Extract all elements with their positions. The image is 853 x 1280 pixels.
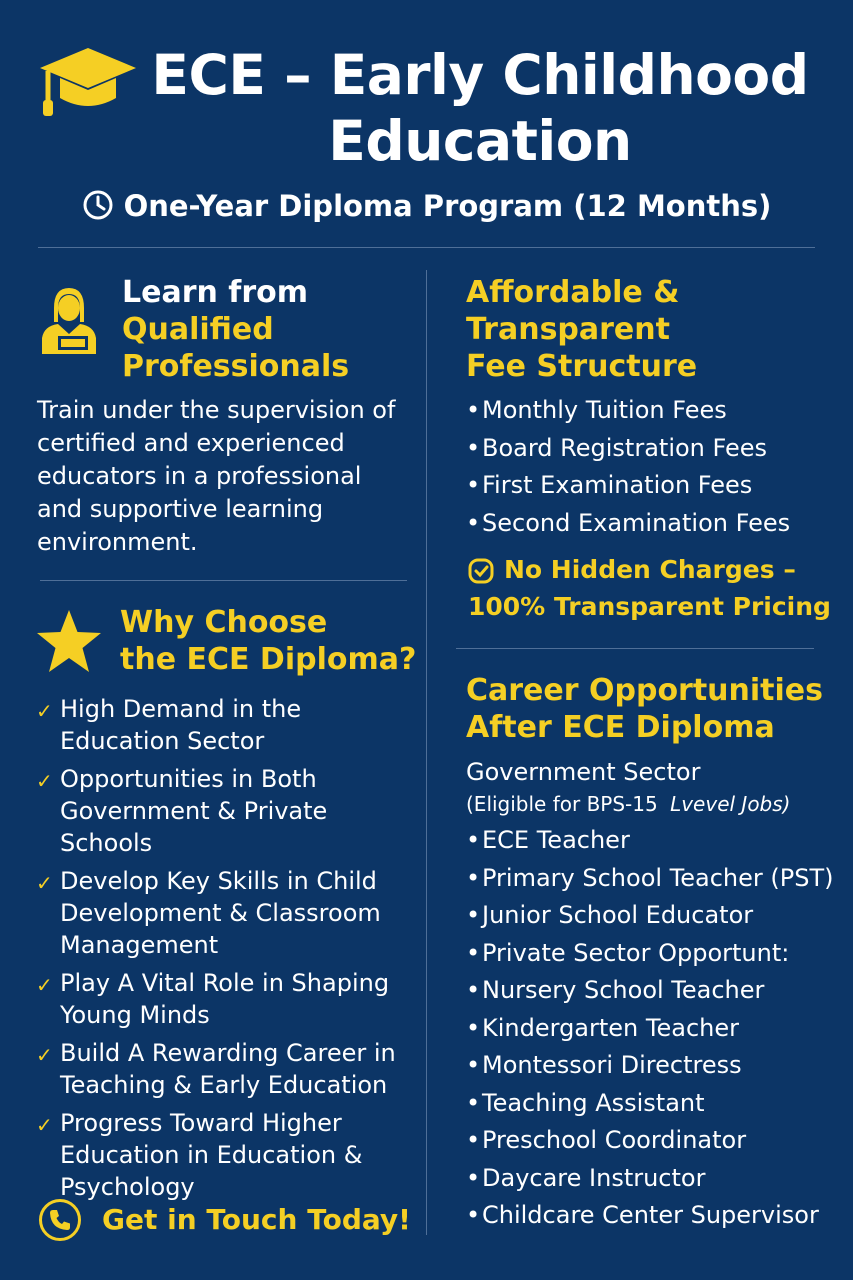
fees-heading-line2: Transparent — [466, 312, 670, 347]
fees-heading — [466, 274, 826, 385]
career-list — [466, 822, 846, 1235]
list-item: • Nursery School Teacher — [466, 976, 765, 1004]
right-divider — [456, 648, 814, 649]
learn-heading-line2: Qualified — [122, 312, 274, 347]
star-icon — [34, 608, 104, 674]
list-item: ✓ Develop Key Skills in Child Development & Classroom Management — [36, 867, 381, 959]
why-heading-line1: Why Choose — [120, 605, 328, 640]
contact-cta[interactable]: Get in Touch Today! — [102, 1203, 411, 1236]
subtitle-text: One-Year Diploma Program (12 Months) — [123, 189, 772, 223]
check-icon: ✓ — [36, 1113, 53, 1137]
learn-heading-line3: Professionals — [122, 349, 350, 384]
list-item: ✓ Build A Rewarding Career in Teaching & Early Education — [36, 1039, 396, 1099]
government-sector-label: Government Sector — [466, 758, 701, 786]
career-heading — [466, 672, 836, 746]
list-item: ✓ Play A Vital Role in Shaping Young Minds — [36, 969, 390, 1029]
check-icon: ✓ — [36, 1043, 53, 1067]
check-icon: ✓ — [36, 973, 53, 997]
list-item: • Daycare Instructor — [466, 1163, 706, 1192]
page-title: ECE – Early Childhood Education — [151, 43, 809, 173]
list-item: • Board Registration Fees — [466, 433, 768, 462]
why-heading — [120, 604, 420, 678]
column-divider — [426, 270, 427, 1235]
list-item: • Primary School Teacher (PST) — [466, 863, 834, 892]
career-heading-line1: Career Opportunities — [466, 673, 824, 708]
list-item: • ECE Teacher — [466, 826, 630, 854]
fees-heading-line1: Affordable & — [466, 275, 680, 310]
program-duration — [0, 186, 853, 226]
list-item: • Second Examination Fees — [466, 508, 791, 537]
clock-icon — [82, 189, 114, 221]
list-item: • Montessori Directress — [466, 1051, 742, 1079]
no-hidden-charges-line1: No Hidden Charges – — [504, 555, 796, 584]
list-item: • Kindergarten Teacher — [466, 1013, 739, 1042]
learn-heading-line1: Learn from — [122, 275, 309, 310]
learn-description: Train under the supervision of certified and experienced educators in a professional and supportive learning environment. — [37, 396, 396, 556]
teacher-icon — [36, 282, 102, 356]
check-icon: ✓ — [36, 871, 53, 895]
left-divider — [40, 580, 407, 581]
list-item: • Monthly Tuition Fees — [466, 396, 727, 424]
government-eligibility: (Eligible for BPS-15 Lvevel Jobs) — [466, 792, 791, 816]
list-item: • Childcare Center Supervisor — [466, 1201, 819, 1229]
career-heading-line2: After ECE Diploma — [466, 710, 775, 745]
list-item: ✓ Opportunities in Both Government & Private Schools — [36, 765, 328, 857]
list-item: • First Examination Fees — [466, 471, 753, 499]
no-hidden-charges-line2: 100% Transparent Pricing — [468, 592, 831, 621]
list-item: • Private Sector Opportunt: — [466, 938, 790, 967]
list-item: ✓ Progress Toward Higher Education in Education & Psychology — [36, 1109, 363, 1201]
learn-heading — [122, 274, 422, 385]
list-item: • Preschool Coordinator — [466, 1126, 747, 1154]
list-item: • Teaching Assistant — [466, 1088, 705, 1117]
fees-heading-line3: Fee Structure — [466, 349, 698, 384]
check-icon: ✓ — [36, 699, 53, 723]
fees-list — [466, 392, 836, 542]
list-item: ✓ High Demand in the Education Sector — [36, 695, 302, 755]
check-badge-icon — [468, 558, 494, 584]
check-icon: ✓ — [36, 769, 53, 793]
header-divider — [38, 247, 815, 248]
why-list — [36, 693, 416, 1209]
list-item: • Junior School Educator — [466, 901, 754, 929]
phone-icon[interactable] — [38, 1198, 82, 1242]
why-heading-line2: the ECE Diploma? — [120, 642, 417, 677]
